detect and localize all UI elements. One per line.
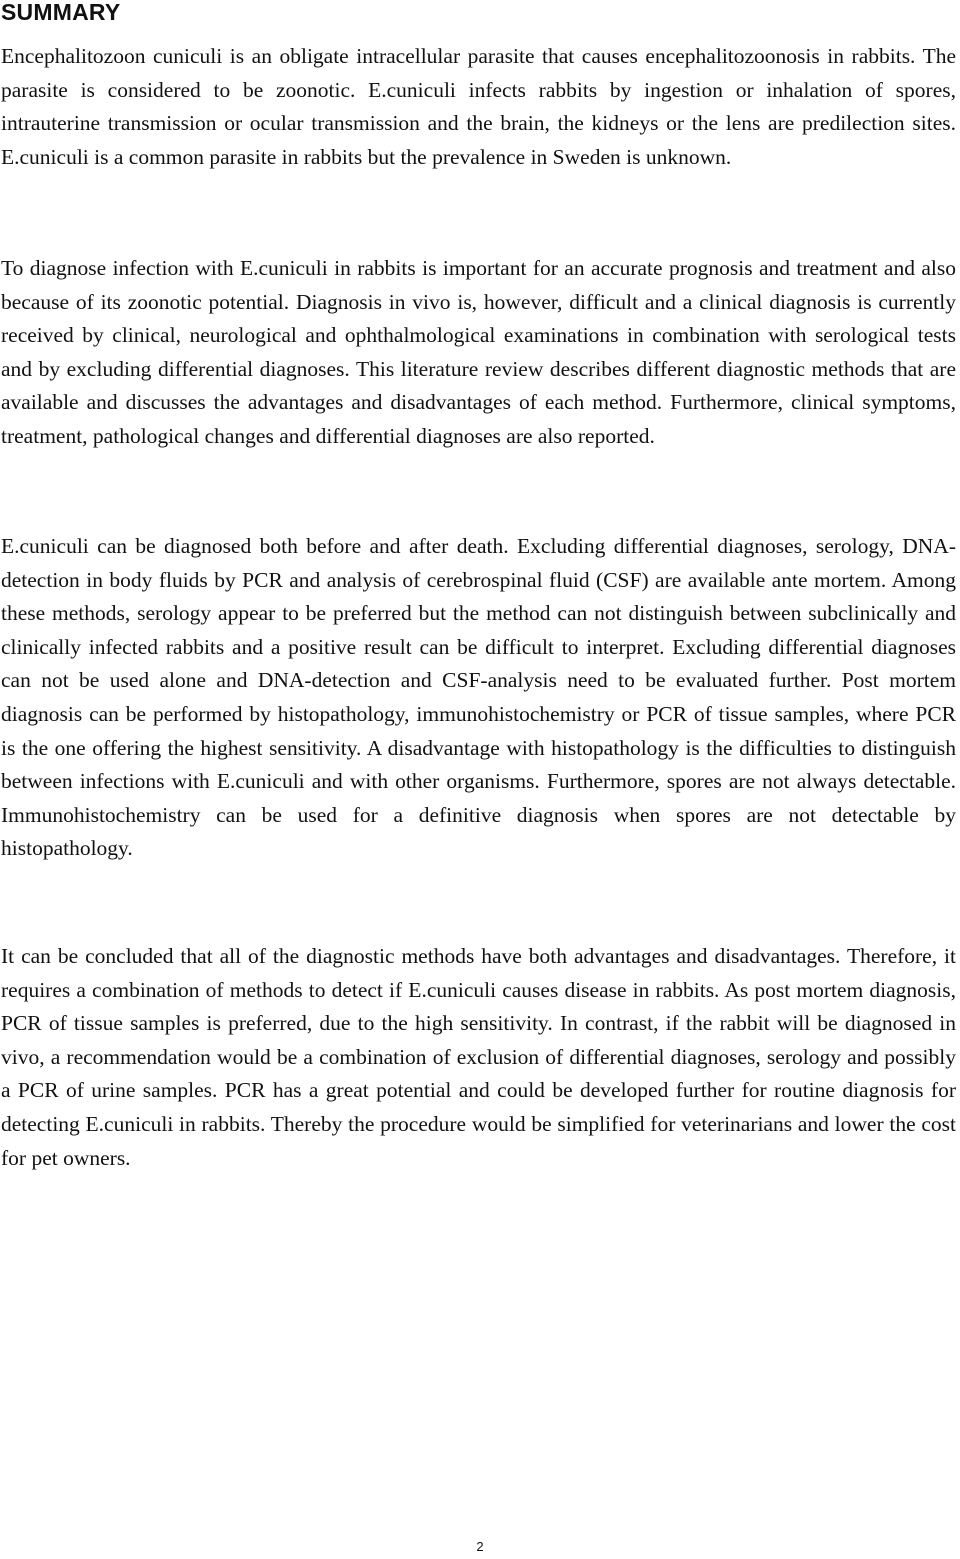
paragraph-diagnosis: To diagnose infection with E.cuniculi in rabbits is important for an accurate prognosis and treatment and also because of its zoonotic potential. Diagnosis in vivo is, however, difficult and a clinical diagnosis is currently received by clinical, neurological and ophthalmological examinations in combination with serological tests and by excluding differential diagnoses. This literature review describes different diagnostic methods that are available and discusses the advantages and disadvantages of each method. Furthermore, clinical symptoms, treatment, pathological changes and differential diagnoses are also reported.: [1, 256, 956, 448]
page-number: 2: [476, 1539, 484, 1554]
paragraph-conclusion: It can be concluded that all of the diagnostic methods have both advantages and disadvantages. Therefore, it requires a combination of methods to detect if E.cuniculi causes disease in rabbits. As post mortem diagnosis, PCR of tissue samples is preferred, due to the high sensitivity. In contrast, if the rabbit will be diagnosed in vivo, a recommendation would be a combination of exclusion of differential diagnoses, serology and possibly a PCR of urine samples. PCR has a great potential and could be developed further for routine diagnosis for detecting E.cuniculi in rabbits. Thereby the procedure would be simplified for veterinarians and lower the cost for pet owners.: [1, 944, 956, 1170]
paragraph-intro: Encephalitozoon cuniculi is an obligate intracellular parasite that causes encephalitozoonosis in rabbits. The parasite is considered to be zoonotic. E.cuniculi infects rabbits by ingestion or inhalation of spores, intrauterine transmission or ocular transmission and the brain, the kidneys or the lens are predilection sites. E.cuniculi is a common parasite in rabbits but the prevalence in Sweden is unknown.: [1, 44, 956, 169]
section-heading: SUMMARY: [1, 0, 121, 25]
paragraph-methods: E.cuniculi can be diagnosed both before and after death. Excluding differential diagnoses, serology, DNA-detection in body fluids by PCR and analysis of cerebrospinal fluid (CSF) are available ante mortem. Among these methods, serology appear to be preferred but the method can not distinguish between subclinically and clinically infected rabbits and a positive result can be difficult to interpret. Excluding differential diagnoses can not be used alone and DNA-detection and CSF-analysis need to be evaluated further. Post mortem diagnosis can be performed by histopathology, immunohistochemistry or PCR of tissue samples, where PCR is the one offering the highest sensitivity. A disadvantage with histopathology is the difficulties to distinguish between infections with E.cuniculi and with other organisms. Furthermore, spores are not always detectable. Immunohistochemistry can be used for a definitive diagnosis when spores are not detectable by histopathology.: [1, 534, 956, 861]
